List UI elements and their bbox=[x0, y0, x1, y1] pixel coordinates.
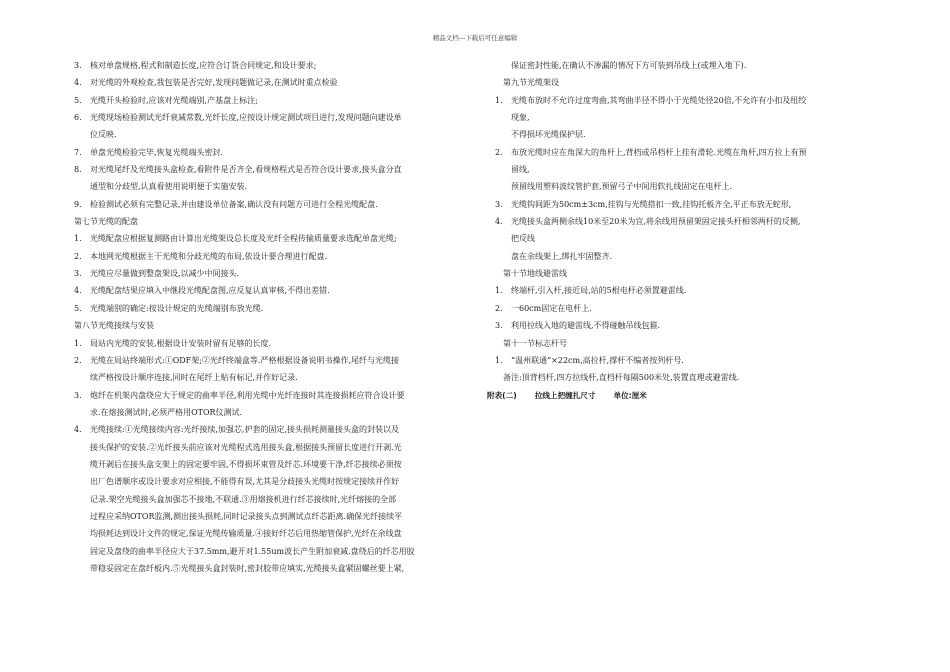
item-line: 光缆在局站终端形式:①ODF架;②光纤终端盒等.严格根据设备说明书操作,尾纤与光缆接 bbox=[90, 355, 399, 365]
item-line: 续严格按设计顺序连接,同时在尾纤上贴有标记,并作好记录. bbox=[90, 373, 298, 383]
item-number: 7. bbox=[74, 147, 82, 157]
list-item bbox=[74, 74, 472, 91]
item-number: 9. bbox=[74, 199, 82, 209]
list-item bbox=[495, 196, 807, 213]
item-line: 求.在熔接测试时,必须严格用OTOR仪测试. bbox=[90, 407, 243, 417]
item-line: 检验测试必须有完整记录,并由建设单位备案,确认没有问题方可进行全程光缆配盘. bbox=[90, 199, 378, 209]
item-line: 通型和分歧型,认真看使用说明便于实施安装. bbox=[90, 182, 248, 192]
item-line: 炮纤在机架内盘绕应大于规定的曲率半径,利用光缆中光纤连接时其连接损耗应符合设计要 bbox=[90, 390, 405, 400]
item-line: 光缆开头检验时,应该对光缆端别,产基盘上标注; bbox=[90, 95, 258, 105]
item-number: 4. bbox=[74, 78, 82, 88]
right-column bbox=[487, 57, 807, 404]
item-line: 出厂色谱顺序或设计要求对应相接,不能得有误,尤其是分歧接头光缆时按规定接续并作好 bbox=[90, 477, 400, 487]
item-number: 1. bbox=[495, 355, 503, 365]
list-item bbox=[495, 352, 807, 369]
section-11-heading: 第十一节标志杆号 bbox=[503, 338, 567, 348]
item-line: 局站内光缆的安装,根据设计安装时留有足够的长度. bbox=[90, 338, 272, 348]
left-column bbox=[74, 57, 472, 577]
item-number: 3. bbox=[495, 199, 503, 209]
item-line: 带稳妥固定在盘纤板内.⑤光缆接头盒封装时,密封胶带应填实,光缆接头盒紧固螺丝要上紧, bbox=[90, 563, 405, 573]
section-7-heading: 第七节光缆的配盘 bbox=[74, 217, 138, 227]
item-number: 4. bbox=[495, 217, 503, 227]
list-item bbox=[74, 196, 472, 213]
item-number: 5. bbox=[74, 95, 82, 105]
item-line: 位反映. bbox=[90, 130, 117, 140]
item-line: 不得损坏光缆保护层. bbox=[511, 130, 586, 140]
list-item bbox=[74, 352, 472, 387]
item-number: 2. bbox=[495, 303, 503, 313]
list-item bbox=[74, 248, 472, 265]
item-number: 1. bbox=[495, 95, 503, 105]
item-line: 光缆现场检验测试光纤衰减常数,光纤长度,应按设计规定测试项目进行,发现问题向建设单 bbox=[90, 113, 402, 123]
splicing-list bbox=[74, 335, 472, 578]
list-item bbox=[74, 282, 472, 299]
list-item bbox=[74, 335, 472, 352]
section-9-heading: 第九节光缆架设 bbox=[503, 78, 559, 88]
list-item bbox=[74, 92, 472, 109]
item-line: 光缆端别的确定:按设计规定的光缆端别布放光缆. bbox=[90, 303, 264, 313]
item-line: 光缆接续:①光缆接续内容:光纤接续,加强芯,护套的固定,接头损耗测量接头盒的封装以及 bbox=[90, 425, 400, 435]
item-line: 光缆应尽量做到整盘架设,以减少中间接头. bbox=[90, 269, 240, 279]
item-line: 布放光缆时应在角深大的角杆上,背档或吊档杆上挂有滑轮.光缆在角杆,四方拉上有预留线, bbox=[511, 147, 807, 175]
list-item bbox=[495, 300, 807, 317]
item-number: 3. bbox=[74, 390, 82, 400]
list-item bbox=[495, 282, 807, 299]
item-line: 缆开剥后在接头盒支架上的固定要牢固,不得损坏束管及纤芯.环境要干净,纤芯接续必须按 bbox=[90, 459, 402, 469]
item-number: 1. bbox=[74, 234, 82, 244]
item-number: 8. bbox=[74, 165, 82, 175]
item-line: 光缆布放时不允许过度弯曲,其弯曲半径不得小于光缆处径20倍,不允许有小扣及纽绞现象, bbox=[511, 95, 807, 123]
item-line: 接头保护的安装.②光纤接头前应该对光缆程式选用接头盒,根据接头预留长度进行开剥.光 bbox=[90, 442, 402, 452]
item-line: 对光缆尾纤及光缆接头盒检查,看附件是否齐全,看规格程式是否符合设计要求,接头盒分直 bbox=[90, 165, 402, 175]
item-line: 固定及盘绕的曲率半径应大于37.5mm,避开对1.55um波长产生附加衰减.盘绕后的纤芯用胶 bbox=[90, 546, 415, 556]
item-line: 对光缆的外观检查,我包装是否完好,发现问题做记录,在测试时重点检验 bbox=[90, 78, 338, 88]
list-item bbox=[74, 57, 472, 74]
note-text: 备注:顶背档杆,四方拉线杆,直档杆每隔500米处,装置直理或避雷线. bbox=[503, 373, 740, 383]
cable-erection-list bbox=[487, 92, 807, 265]
list-item bbox=[495, 317, 807, 334]
item-line: 终端杆,引入杆,接近局,站的5根电杆必须置避雷线. bbox=[511, 286, 687, 296]
inspection-list bbox=[74, 57, 472, 213]
continued-text: 保证密封性能,在确认不渗漏的情况下方可装到吊线上(或埋入地下). bbox=[511, 61, 747, 70]
list-item bbox=[74, 265, 472, 282]
list-item bbox=[74, 421, 472, 577]
list-item bbox=[74, 300, 472, 317]
item-number: 4. bbox=[74, 286, 82, 296]
list-item bbox=[495, 92, 807, 144]
item-line: 均损耗达到设计文件的规定,保证光缆传输质量.④接好纤芯后用热缩管保护,光纤在余线盘 bbox=[90, 529, 402, 539]
item-number: 6. bbox=[74, 113, 82, 123]
cable-allocation-list bbox=[74, 230, 472, 317]
lightning-wire-list bbox=[487, 282, 807, 334]
appendix-name: 拉线上把缠扎尺寸 bbox=[534, 390, 596, 400]
appendix-unit: 单位:厘米 bbox=[613, 390, 647, 400]
list-item bbox=[74, 109, 472, 144]
item-line: 记录.架空光缆接头盒加强芯不接地,不联通.③用熔接机进行纤芯接续时,光纤熔接的全部 bbox=[90, 494, 397, 504]
section-10-heading: 第十节地线避雷线 bbox=[503, 269, 567, 279]
item-line: 过程应采纳OTOR监测,测出接头损耗,同时记录接头点到测试点纤芯距离.确保光纤接续平 bbox=[90, 511, 403, 521]
list-item bbox=[495, 144, 807, 196]
list-item bbox=[74, 387, 472, 422]
item-number: 1. bbox=[495, 286, 503, 296]
item-line: 光缆配盘结果应填入中继段光缆配盘图,应反复认真审核,不得出差错. bbox=[90, 286, 330, 296]
list-item bbox=[74, 230, 472, 247]
appendix-title-row bbox=[487, 387, 807, 404]
item-number: 1. bbox=[74, 338, 82, 348]
item-number: 2. bbox=[74, 251, 82, 261]
list-item bbox=[74, 144, 472, 161]
item-number: 2. bbox=[74, 355, 82, 365]
item-line: 预留线用塑料波纹管护套,预留弓子中间用软扎线固定在电杆上. bbox=[511, 182, 733, 192]
item-line: 盘在余线架上,绑扎牢固整齐. bbox=[511, 251, 613, 261]
item-line: 利用拉线入地的避雷线,不得碰触吊线包箍. bbox=[511, 321, 661, 331]
item-number: 3. bbox=[74, 269, 82, 279]
pole-marking-list bbox=[487, 352, 807, 369]
item-number: 5. bbox=[74, 303, 82, 313]
item-number: 4. bbox=[74, 425, 82, 435]
item-line: 光缆配盘应根据复测路由计算出光缆架设总长度及光纤全程传输质量要求选配单盘光缆; bbox=[90, 234, 397, 244]
appendix-title: 附表(二) bbox=[487, 390, 517, 400]
item-line: 单盘光缆检验完毕,恢复光缆端头密封. bbox=[90, 147, 224, 157]
item-line: 一60cm固定在电杆上. bbox=[511, 303, 592, 313]
item-line: 核对单盘规格,程式和制造长度,应符合订货合同规定,和设计要求; bbox=[90, 61, 317, 70]
item-line: 光缆钩间距为50cm±3cm,挂钩与光缆搭扣一致,挂钩托板齐全,平正布放无蛇形, bbox=[511, 199, 792, 209]
list-item bbox=[74, 161, 472, 196]
item-line: “温州联通”×22cm,高拉杆,撑杆不编者按列杆号. bbox=[511, 355, 684, 365]
section-8-heading: 第八节光缆接续与安装 bbox=[74, 321, 154, 331]
item-number: 2. bbox=[495, 147, 503, 157]
list-item bbox=[495, 213, 807, 265]
item-line: 本地网光缆根据主干光缆和分歧光缆的布局,依设计要合理进行配盘. bbox=[90, 251, 328, 261]
page-header: 精品文档---下载后可任意编辑 bbox=[432, 34, 518, 42]
item-number: 3. bbox=[495, 321, 503, 331]
item-line: 光缆接头盒两侧余线10米至20米为宜,将余线用预留架固定接头杆相邻两杆的反侧,把反线 bbox=[511, 217, 801, 244]
item-number: 3. bbox=[74, 61, 82, 70]
